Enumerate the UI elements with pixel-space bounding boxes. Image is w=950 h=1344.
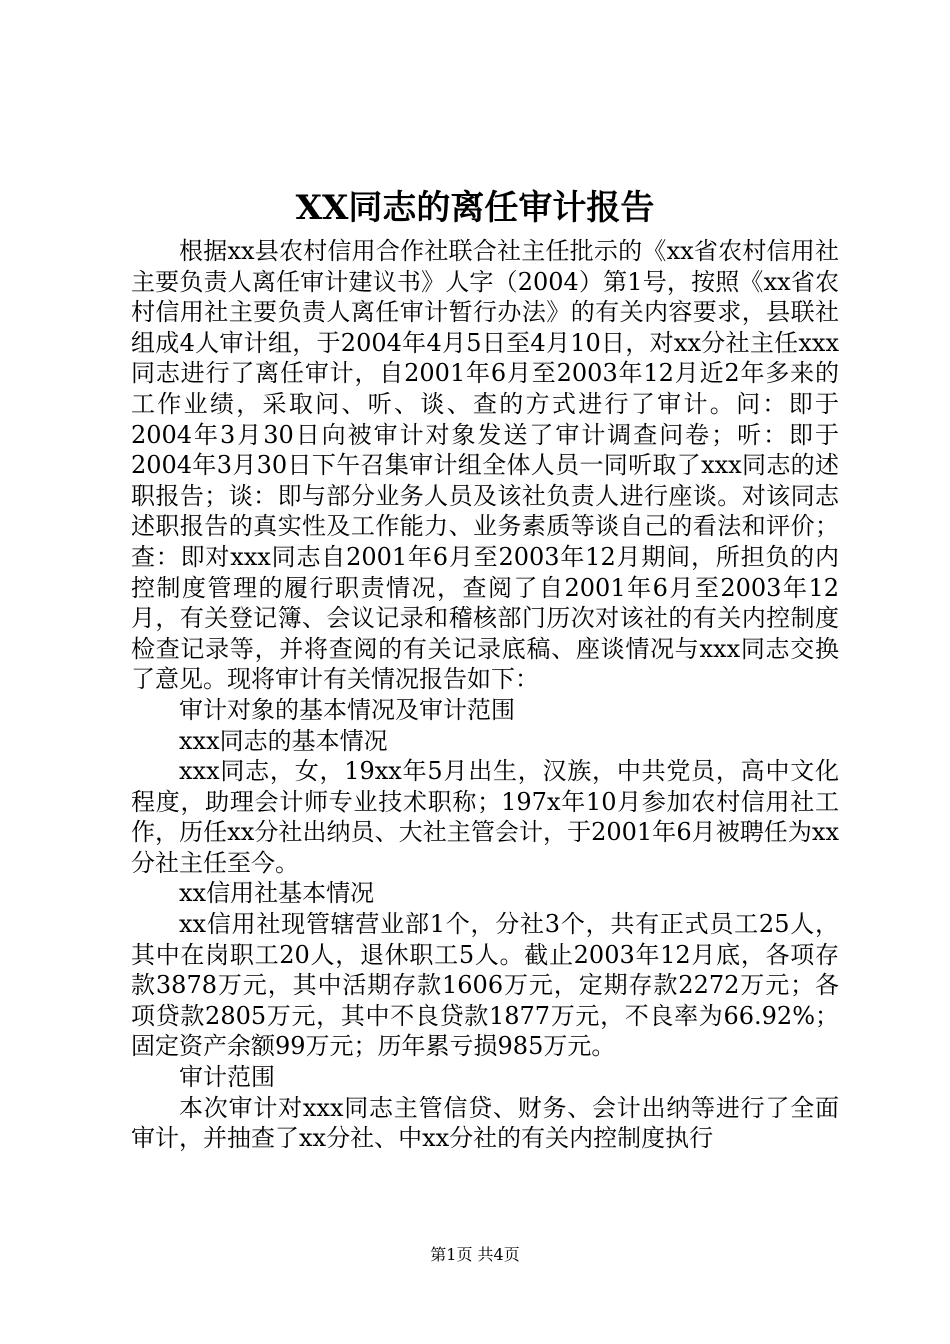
paragraph-audit-scope: 本次审计对xxx同志主管信贷、财务、会计出纳等进行了全面审计，并抽查了xx分社、中xx分社的有关内控制度执行 [131, 1093, 839, 1153]
subheading-credit-union-info: xx信用社基本情况 [179, 879, 375, 908]
subheading-audit-scope: 审计范围 [179, 1063, 275, 1092]
page-footer: 第1页 共4页 [430, 1245, 520, 1264]
document-body [131, 236, 839, 1154]
section-heading-audit-subject: 审计对象的基本情况及审计范围 [179, 695, 515, 724]
paragraph-person-info: xxx同志，女，19xx年5月出生，汉族，中共党员，高中文化程度，助理会计师专业技术职称；197x年10月参加农村信用社工作，历任xx分社出纳员、大社主管会计，于2001年6月被聘任为xx分社主任至今。 [131, 757, 839, 877]
paragraph-intro: 根据xx县农村信用合作社联合社主任批示的《xx省农村信用社主要负责人离任审计建议书》人字（2004）第1号，按照《xx省农村信用社主要负责人离任审计暂行办法》的有关内容要求，县联社组成4人审计组，于2004年4月5日至4月10日，对xx分社主任xxx同志进行了离任审计，自2001年6月至2003年12月近2年多来的工作业绩，采取问、听、谈、查的方式进行了审计。问：即于2004年3月30日向被审计对象发送了审计调查问卷；听：即于2004年3月30日下午召集审计组全体人员一同听取了xxx同志的述职报告；谈：即与部分业务人员及该社负责人进行座谈。对该同志述职报告的真实性及工作能力、业务素质等谈自己的看法和评价；查：即对xxx同志自2001年6月至2003年12月期间，所担负的内控制度管理的履行职责情况，查阅了自2001年6月至2003年12月，有关登记簿、会议记录和稽核部门历次对该社的有关内控制度检查记录等，并将查阅的有关记录底稿、座谈情况与xxx同志交换了意见。现将审计有关情况报告如下： [131, 237, 839, 694]
paragraph-credit-union-info: xx信用社现管辖营业部1个，分社3个，共有正式员工25人，其中在岗职工20人，退休职工5人。截止2003年12月底，各项存款3878万元，其中活期存款1606万元，定期存款2272万元；各项贷款2805万元，其中不良贷款1877万元，不良率为66.92%；固定资产余额99万元；历年累亏损985万元。 [131, 910, 839, 1061]
document-title: XX同志的离任审计报告 [295, 188, 655, 228]
subheading-person-basic-info: xxx同志的基本情况 [179, 726, 388, 755]
